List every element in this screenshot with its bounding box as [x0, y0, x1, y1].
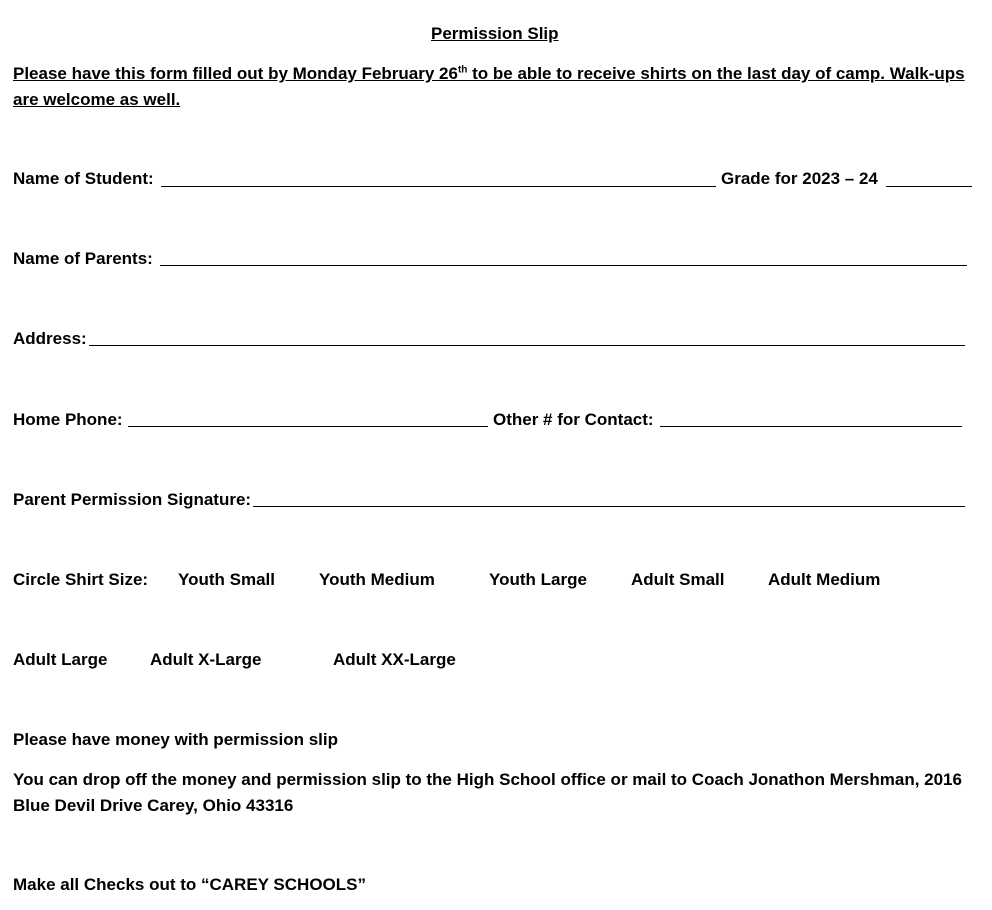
deadline-notice-text-cont: to be able to receive shirts on the last day of camp. Walk-ups — [467, 64, 965, 83]
size-option-adult-medium[interactable]: Adult Medium — [768, 570, 881, 589]
ordinal-suffix: th — [457, 64, 468, 76]
page-title: Permission Slip — [431, 24, 559, 43]
size-option-youth-small[interactable]: Youth Small — [178, 570, 275, 589]
size-option-youth-large[interactable]: Youth Large — [489, 570, 587, 589]
home-phone-field[interactable] — [128, 426, 488, 427]
signature-field[interactable] — [253, 506, 965, 507]
home-phone-label: Home Phone: — [13, 410, 123, 429]
student-name-label: Name of Student: — [13, 169, 154, 188]
dropoff-instructions-line1: You can drop off the money and permission slip to the High School office or mail to Coach Jonathon Mershman, 2016 — [13, 770, 962, 789]
grade-label: Grade for 2023 – 24 — [721, 169, 878, 188]
deadline-notice — [13, 64, 965, 84]
size-option-adult-xx-large[interactable]: Adult XX-Large — [333, 650, 456, 669]
grade-field[interactable] — [886, 186, 972, 187]
size-option-adult-x-large[interactable]: Adult X-Large — [150, 650, 262, 669]
deadline-notice-line2: are welcome as well. — [13, 90, 181, 109]
parents-name-field[interactable] — [160, 265, 967, 266]
other-contact-field[interactable] — [660, 426, 962, 427]
address-field[interactable] — [89, 345, 965, 346]
size-option-adult-small[interactable]: Adult Small — [631, 570, 725, 589]
dropoff-instructions-line2: Blue Devil Drive Carey, Ohio 43316 — [13, 796, 294, 815]
parents-name-label: Name of Parents: — [13, 249, 153, 268]
shirt-size-label: Circle Shirt Size: — [13, 570, 149, 589]
student-name-field[interactable] — [161, 186, 716, 187]
address-label: Address: — [13, 329, 87, 348]
size-option-youth-medium[interactable]: Youth Medium — [319, 570, 435, 589]
signature-label: Parent Permission Signature: — [13, 490, 252, 509]
money-note: Please have money with permission slip — [13, 730, 339, 749]
checks-note: Make all Checks out to “CAREY SCHOOLS” — [13, 875, 366, 894]
size-option-adult-large[interactable]: Adult Large — [13, 650, 108, 669]
deadline-notice-text: Please have this form filled out by Monday February 26 — [13, 64, 458, 83]
other-contact-label: Other # for Contact: — [493, 410, 654, 429]
